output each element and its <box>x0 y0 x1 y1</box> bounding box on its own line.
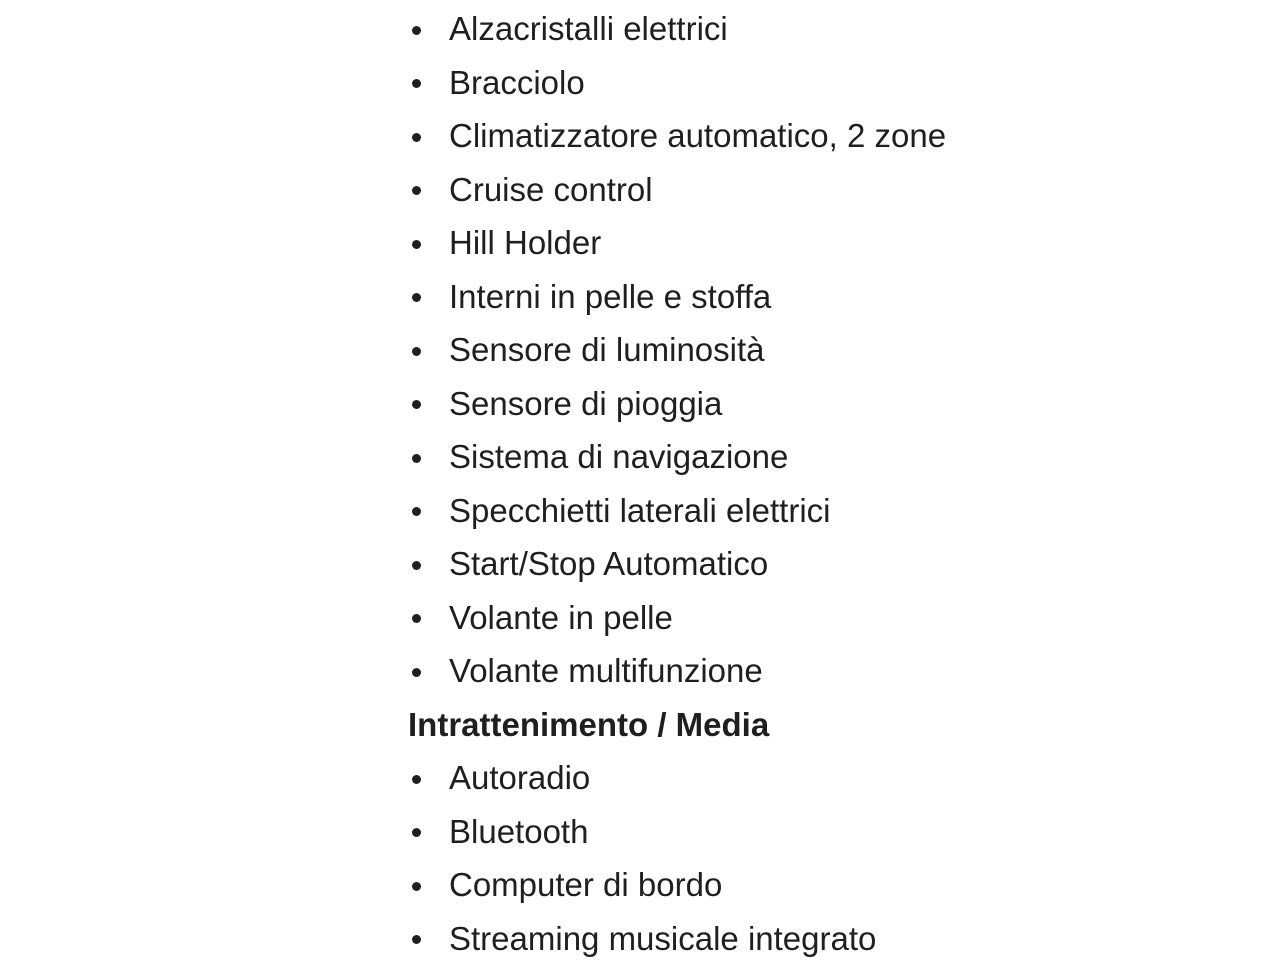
bullet-icon <box>412 882 421 891</box>
equipment-content <box>408 2 1268 965</box>
list-item <box>408 323 1268 377</box>
section-heading-media: Intrattenimento / Media <box>408 698 1268 752</box>
list-item <box>408 591 1268 645</box>
list-item <box>408 912 1268 965</box>
list-item <box>408 805 1268 859</box>
feature-label: Start/Stop Automatico <box>449 545 768 582</box>
feature-label: Hill Holder <box>449 224 601 261</box>
feature-label: Volante multifunzione <box>449 652 763 689</box>
bullet-icon <box>412 26 421 35</box>
list-item <box>408 644 1268 698</box>
list-item <box>408 858 1268 912</box>
list-item <box>408 163 1268 217</box>
list-item <box>408 430 1268 484</box>
bullet-icon <box>412 935 421 944</box>
feature-label: Autoradio <box>449 759 590 796</box>
list-item <box>408 270 1268 324</box>
list-item <box>408 377 1268 431</box>
feature-label: Streaming musicale integrato <box>449 920 876 957</box>
feature-label: Climatizzatore automatico, 2 zone <box>449 117 946 154</box>
feature-label: Bracciolo <box>449 64 585 101</box>
list-item <box>408 484 1268 538</box>
bullet-icon <box>412 400 421 409</box>
feature-label: Computer di bordo <box>449 866 722 903</box>
bullet-icon <box>412 828 421 837</box>
bullet-icon <box>412 775 421 784</box>
feature-label: Specchietti laterali elettrici <box>449 492 831 529</box>
bullet-icon <box>412 186 421 195</box>
media-feature-list <box>408 751 1268 965</box>
feature-label: Interni in pelle e stoffa <box>449 278 771 315</box>
bullet-icon <box>412 293 421 302</box>
bullet-icon <box>412 240 421 249</box>
bullet-icon <box>412 507 421 516</box>
bullet-icon <box>412 347 421 356</box>
feature-label: Bluetooth <box>449 813 588 850</box>
feature-label: Sistema di navigazione <box>449 438 788 475</box>
list-item <box>408 216 1268 270</box>
bullet-icon <box>412 79 421 88</box>
bullet-icon <box>412 133 421 142</box>
list-item <box>408 56 1268 110</box>
feature-label: Cruise control <box>449 171 653 208</box>
list-item <box>408 109 1268 163</box>
feature-label: Sensore di pioggia <box>449 385 722 422</box>
bullet-icon <box>412 668 421 677</box>
list-item <box>408 537 1268 591</box>
comfort-feature-list <box>408 2 1268 698</box>
list-item <box>408 2 1268 56</box>
bullet-icon <box>412 561 421 570</box>
feature-label: Volante in pelle <box>449 599 673 636</box>
feature-label: Sensore di luminosità <box>449 331 765 368</box>
feature-label: Alzacristalli elettrici <box>449 10 728 47</box>
list-item <box>408 751 1268 805</box>
bullet-icon <box>412 614 421 623</box>
bullet-icon <box>412 454 421 463</box>
